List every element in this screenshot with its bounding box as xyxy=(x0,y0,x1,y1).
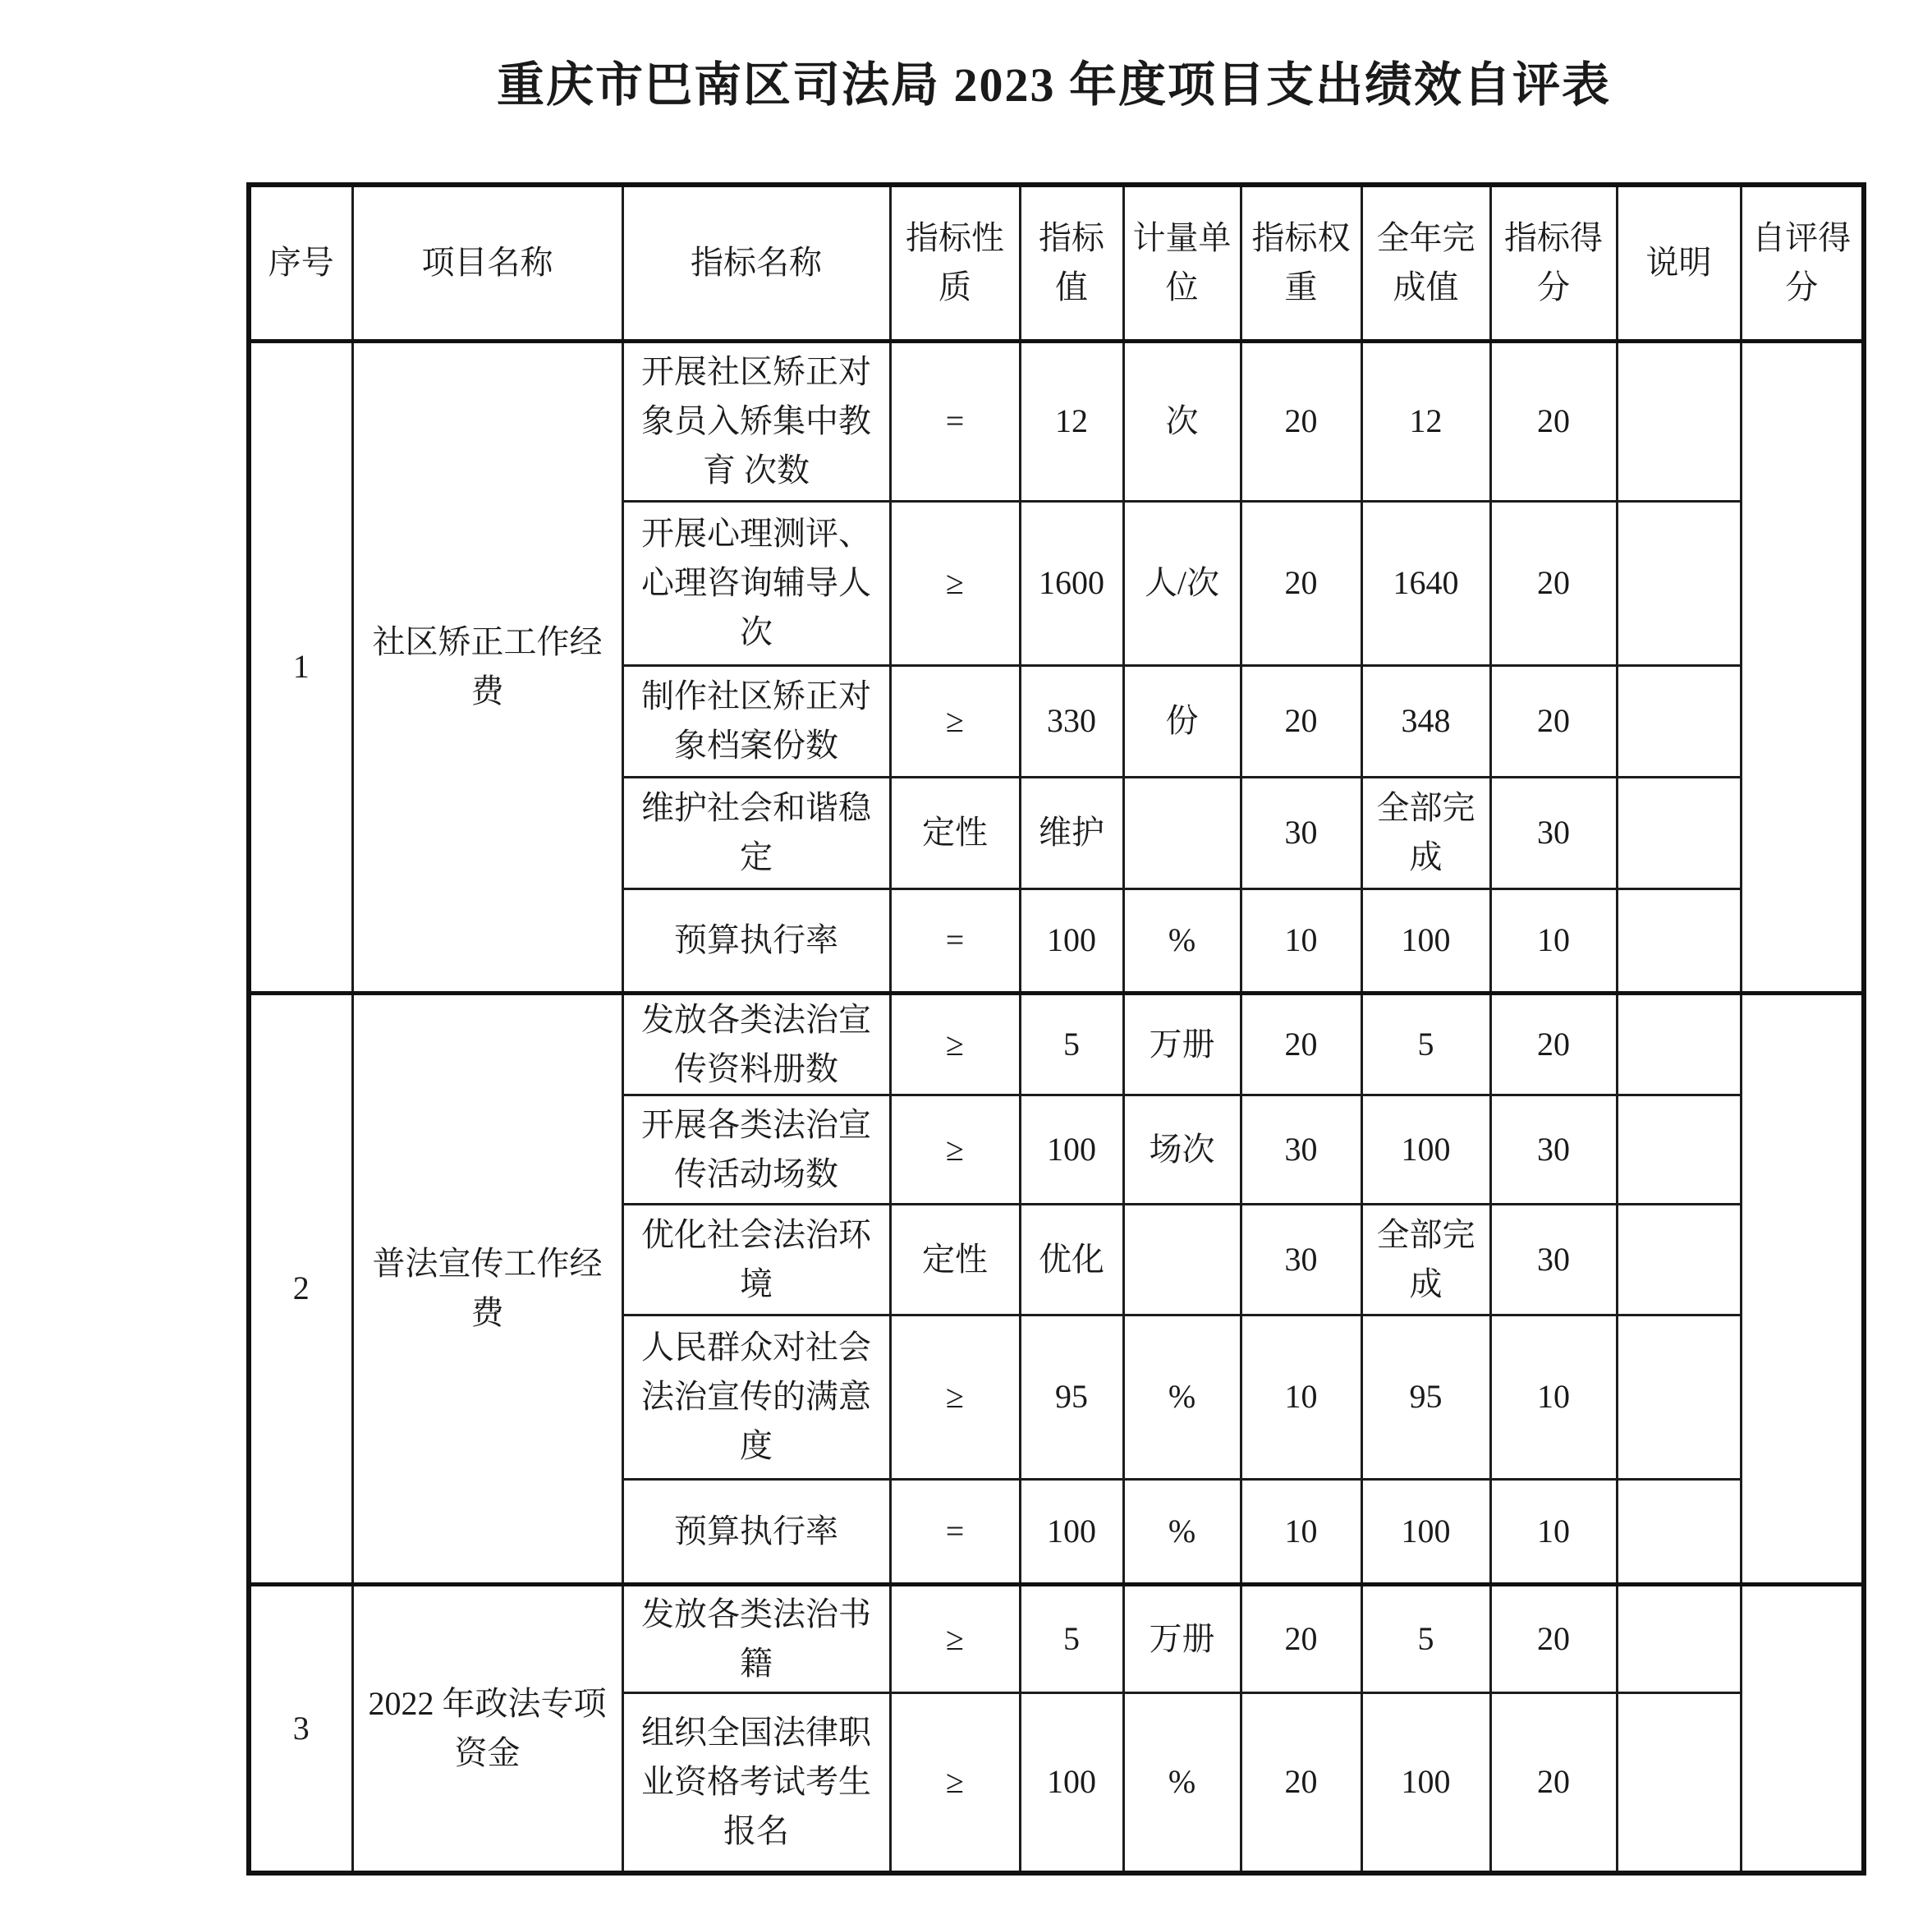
indicator-weight-cell: 10 xyxy=(1241,1479,1361,1584)
measure-unit-cell: 次 xyxy=(1123,341,1241,501)
indicator-nature-cell: ≥ xyxy=(890,501,1020,665)
annual-completed-value-cell: 348 xyxy=(1361,665,1490,777)
indicator-name-cell: 发放各类法治宣传资料册数 xyxy=(622,993,890,1095)
indicator-score-cell: 10 xyxy=(1490,1479,1617,1584)
note-cell xyxy=(1617,1584,1741,1692)
indicator-value-cell: 12 xyxy=(1020,341,1123,501)
annual-completed-value-cell: 95 xyxy=(1361,1315,1490,1479)
indicator-weight-cell: 20 xyxy=(1241,501,1361,665)
measure-unit-cell: 人/次 xyxy=(1123,501,1241,665)
self-score-cell xyxy=(1741,993,1864,1584)
project-name-cell: 社区矫正工作经费 xyxy=(352,341,622,993)
column-header-3: 指标性质 xyxy=(890,185,1020,341)
indicator-score-cell: 30 xyxy=(1490,1204,1617,1315)
measure-unit-cell: % xyxy=(1123,888,1241,993)
indicator-nature-cell: = xyxy=(890,1479,1020,1584)
annual-completed-value-cell: 全部完成 xyxy=(1361,777,1490,888)
annual-completed-value-cell: 100 xyxy=(1361,888,1490,993)
indicator-weight-cell: 20 xyxy=(1241,341,1361,501)
note-cell xyxy=(1617,665,1741,777)
indicator-weight-cell: 20 xyxy=(1241,1692,1361,1873)
indicator-weight-cell: 20 xyxy=(1241,665,1361,777)
note-cell xyxy=(1617,1095,1741,1204)
indicator-score-cell: 30 xyxy=(1490,777,1617,888)
indicator-name-cell: 人民群众对社会法治宣传的满意度 xyxy=(622,1315,890,1479)
indicator-name-cell: 预算执行率 xyxy=(622,1479,890,1584)
page-title: 重庆市巴南区司法局 2023 年度项目支出绩效自评表 xyxy=(496,58,1611,112)
table-row xyxy=(249,993,1864,1095)
indicator-score-cell: 20 xyxy=(1490,1584,1617,1692)
indicator-nature-cell: ≥ xyxy=(890,1692,1020,1873)
measure-unit-cell: 场次 xyxy=(1123,1095,1241,1204)
column-header-2: 指标名称 xyxy=(622,185,890,341)
measure-unit-cell: % xyxy=(1123,1315,1241,1479)
measure-unit-cell: 份 xyxy=(1123,665,1241,777)
indicator-weight-cell: 10 xyxy=(1241,1315,1361,1479)
indicator-value-cell: 优化 xyxy=(1020,1204,1123,1315)
indicator-nature-cell: ≥ xyxy=(890,665,1020,777)
project-name-cell: 普法宣传工作经费 xyxy=(352,993,622,1584)
annual-completed-value-cell: 100 xyxy=(1361,1479,1490,1584)
indicator-value-cell: 5 xyxy=(1020,1584,1123,1692)
indicator-score-cell: 10 xyxy=(1490,1315,1617,1479)
note-cell xyxy=(1617,777,1741,888)
indicator-weight-cell: 30 xyxy=(1241,1204,1361,1315)
indicator-score-cell: 20 xyxy=(1490,993,1617,1095)
self-score-cell xyxy=(1741,1584,1864,1873)
column-header-0: 序号 xyxy=(249,185,352,341)
indicator-value-cell: 100 xyxy=(1020,1479,1123,1584)
measure-unit-cell xyxy=(1123,1204,1241,1315)
indicator-name-cell: 发放各类法治书籍 xyxy=(622,1584,890,1692)
indicator-name-cell: 优化社会法治环境 xyxy=(622,1204,890,1315)
annual-completed-value-cell: 5 xyxy=(1361,993,1490,1095)
column-header-4: 指标值 xyxy=(1020,185,1123,341)
note-cell xyxy=(1617,1692,1741,1873)
project-name-cell: 2022 年政法专项资金 xyxy=(352,1584,622,1873)
self-score-cell xyxy=(1741,341,1864,993)
annual-completed-value-cell: 100 xyxy=(1361,1095,1490,1204)
indicator-name-cell: 组织全国法律职业资格考试考生报名 xyxy=(622,1692,890,1873)
serial-cell: 3 xyxy=(249,1584,352,1873)
column-header-6: 指标权重 xyxy=(1241,185,1361,341)
annual-completed-value-cell: 1640 xyxy=(1361,501,1490,665)
annual-completed-value-cell: 全部完成 xyxy=(1361,1204,1490,1315)
indicator-name-cell: 开展心理测评、心理咨询辅导人次 xyxy=(622,501,890,665)
indicator-value-cell: 330 xyxy=(1020,665,1123,777)
indicator-score-cell: 20 xyxy=(1490,501,1617,665)
table-row xyxy=(249,1584,1864,1692)
column-header-9: 说明 xyxy=(1617,185,1741,341)
indicator-weight-cell: 20 xyxy=(1241,1584,1361,1692)
note-cell xyxy=(1617,1315,1741,1479)
indicator-value-cell: 100 xyxy=(1020,888,1123,993)
table-header xyxy=(249,185,1864,341)
column-header-5: 计量单位 xyxy=(1123,185,1241,341)
indicator-weight-cell: 10 xyxy=(1241,888,1361,993)
serial-cell: 1 xyxy=(249,341,352,993)
note-cell xyxy=(1617,501,1741,665)
column-header-8: 指标得分 xyxy=(1490,185,1617,341)
column-header-1: 项目名称 xyxy=(352,185,622,341)
indicator-value-cell: 100 xyxy=(1020,1692,1123,1873)
note-cell xyxy=(1617,1204,1741,1315)
indicator-value-cell: 100 xyxy=(1020,1095,1123,1204)
column-header-7: 全年完成值 xyxy=(1361,185,1490,341)
table-body xyxy=(249,341,1864,1873)
indicator-weight-cell: 30 xyxy=(1241,777,1361,888)
table-header-row xyxy=(249,185,1864,341)
indicator-nature-cell: = xyxy=(890,888,1020,993)
indicator-name-cell: 维护社会和谐稳定 xyxy=(622,777,890,888)
annual-completed-value-cell: 12 xyxy=(1361,341,1490,501)
indicator-nature-cell: = xyxy=(890,341,1020,501)
annual-completed-value-cell: 5 xyxy=(1361,1584,1490,1692)
note-cell xyxy=(1617,1479,1741,1584)
indicator-score-cell: 20 xyxy=(1490,1692,1617,1873)
indicator-weight-cell: 30 xyxy=(1241,1095,1361,1204)
indicator-nature-cell: ≥ xyxy=(890,993,1020,1095)
indicator-name-cell: 预算执行率 xyxy=(622,888,890,993)
table-row xyxy=(249,341,1864,501)
indicator-value-cell: 1600 xyxy=(1020,501,1123,665)
indicator-score-cell: 10 xyxy=(1490,888,1617,993)
indicator-score-cell: 30 xyxy=(1490,1095,1617,1204)
indicator-value-cell: 5 xyxy=(1020,993,1123,1095)
measure-unit-cell: % xyxy=(1123,1479,1241,1584)
measure-unit-cell: 万册 xyxy=(1123,1584,1241,1692)
indicator-nature-cell: 定性 xyxy=(890,1204,1020,1315)
indicator-score-cell: 20 xyxy=(1490,665,1617,777)
measure-unit-cell xyxy=(1123,777,1241,888)
measure-unit-cell: % xyxy=(1123,1692,1241,1873)
indicator-nature-cell: ≥ xyxy=(890,1095,1020,1204)
indicator-name-cell: 制作社区矫正对象档案份数 xyxy=(622,665,890,777)
indicator-weight-cell: 20 xyxy=(1241,993,1361,1095)
indicator-name-cell: 开展社区矫正对象员入矫集中教育 次数 xyxy=(622,341,890,501)
indicator-nature-cell: ≥ xyxy=(890,1584,1020,1692)
note-cell xyxy=(1617,993,1741,1095)
column-header-10: 自评得分 xyxy=(1741,185,1864,341)
indicator-value-cell: 维护 xyxy=(1020,777,1123,888)
performance-eval-table xyxy=(246,182,1866,1876)
indicator-nature-cell: ≥ xyxy=(890,1315,1020,1479)
indicator-value-cell: 95 xyxy=(1020,1315,1123,1479)
annual-completed-value-cell: 100 xyxy=(1361,1692,1490,1873)
note-cell xyxy=(1617,341,1741,501)
indicator-name-cell: 开展各类法治宣传活动场数 xyxy=(622,1095,890,1204)
serial-cell: 2 xyxy=(249,993,352,1584)
indicator-score-cell: 20 xyxy=(1490,341,1617,501)
note-cell xyxy=(1617,888,1741,993)
indicator-nature-cell: 定性 xyxy=(890,777,1020,888)
measure-unit-cell: 万册 xyxy=(1123,993,1241,1095)
